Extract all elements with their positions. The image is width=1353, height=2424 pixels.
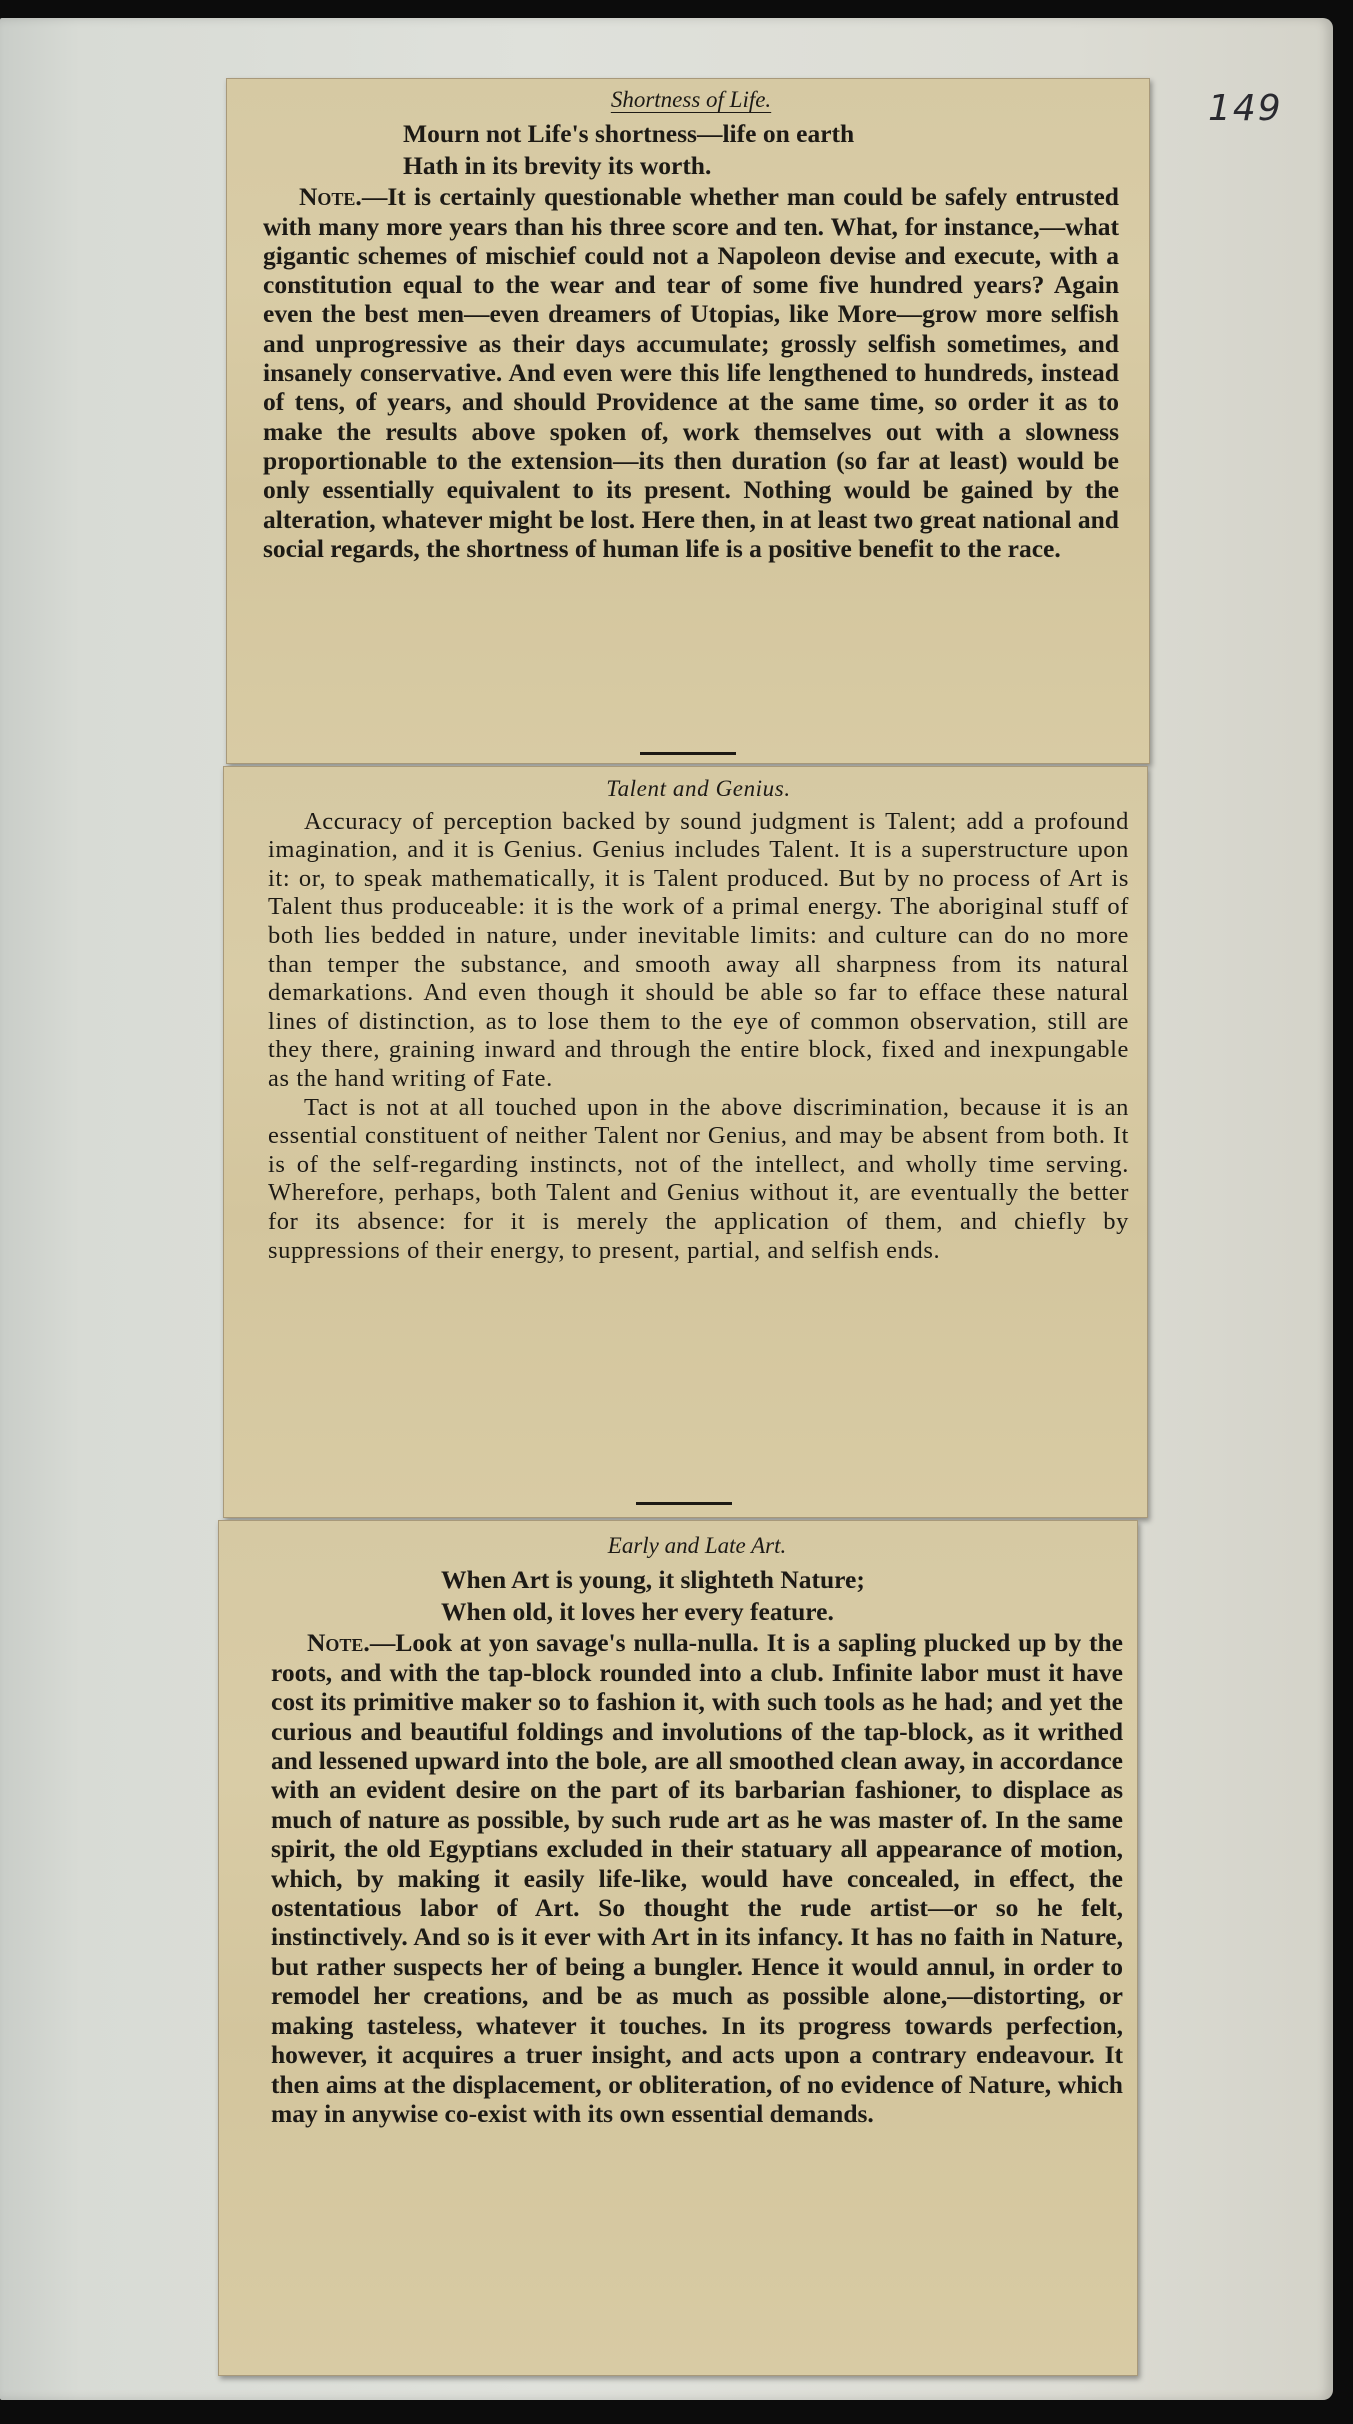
- note-label: Note.: [299, 182, 362, 212]
- note-text: —It is certainly questionable whether man could be safely entrusted with many more years than his three score and ten. What, for instance,—what gigantic schemes of mischief could not a Napoleon devise and execute, with a constitution equal to the wear and tear of some five hundred years? Again even the best men—even dreamers of Utopias, like More—grow more selfish and unprogressive as their days accumulate; grossly selfish sometimes, and insanely conservative. And even were this life lengthened to hundreds, instead of tens, of years, and should Providence at the same time, so order it as to make the results above spoken of, work themselves out with a slowness proportionable to the extension—its then duration (so far at least) would be only essentially equivalent to its present. Nothing would be gained by the alteration, whatever might be lost. Here then, in at least two great national and social regards, the shortness of human life is a positive benefit to the race.: [263, 182, 1119, 563]
- page-number: 149: [1208, 88, 1283, 129]
- article-title: Shortness of Life.: [610, 87, 772, 112]
- divider-rule: [636, 1502, 732, 1505]
- clipping-shortness-of-life: [226, 78, 1150, 764]
- verse-line: Hath in its brevity its worth.: [403, 151, 712, 181]
- article-title: Early and Late Art.: [607, 1533, 787, 1558]
- article-body: [271, 1628, 1123, 2128]
- article-paragraph: Tact is not at all touched upon in the above discrimination, because it is an essential constituent of neither Talent nor Genius, and may be absent from both. It is of the self-regarding instincts, not of the intellect, and wholly time serving. Wherefore, perhaps, both Talent and Genius without it, are eventually the better for its absence: for it is merely the application of them, and chiefly by suppressions of their energy, to present, partial, and selfish ends.: [268, 1093, 1129, 1264]
- article-title: Talent and Genius.: [606, 776, 791, 801]
- article-paragraph: Accuracy of perception backed by sound judgment is Talent; add a profound imagination, and it is Genius. Genius includes Talent. It is a superstructure upon it: or, to speak mathematically, it is Talent produced. But by no process of Art is Talent thus produceable: it is the work of a primal energy. The aboriginal stuff of both lies bedded in nature, under inevitable limits: and culture can do no more than temper the substance, and smooth away all sharpness from its natural demarkations. And even though it should be able so far to efface these natural lines of distinction, as to lose them to the eye of common observation, still are they there, graining inward and through the entire block, fixed and inexpungable as the hand writing of Fate.: [268, 807, 1129, 1092]
- article-body: [263, 182, 1119, 563]
- note-label: Note.: [307, 1628, 370, 1658]
- clipping-talent-and-genius: [223, 766, 1148, 1518]
- note-text: —Look at yon savage's nulla-nulla. It is a sapling plucked up by the roots, and with the tap-block rounded into a club. Infinite labor must it have cost its primitive maker so to fashion it, with such tools as he had; and yet the curious and beautiful foldings and involutions of the tap-block, as it writhed and lessened upward into the bole, are all smoothed clean away, in accordance with an evident desire on the part of its barbarian fashioner, to displace as much of nature as possible, by such rude art as he was master of. In the same spirit, the old Egyptians excluded in their statuary all appearance of motion, which, by making it easily life-like, would have concealed, in effect, the ostentatious labor of Art. So thought the rude artist—or so he felt, instinctively. And so is it ever with Art in its infancy. It has no faith in Nature, but rather suspects her of being a bungler. Hence it would annul, in order to remodel her creations, and be as much as possible alone,—distorting, or making tasteless, whatever it touches. In its progress towards perfection, however, it acquires a truer insight, and acts upon a contrary endeavour. It then aims at the displacement, or obliteration, of no evidence of Nature, which may in anywise co-exist with its own essential demands.: [271, 1628, 1123, 2128]
- clipping-early-and-late-art: [218, 1520, 1138, 2376]
- verse-line: Mourn not Life's shortness—life on earth: [403, 119, 855, 149]
- divider-rule: [640, 752, 736, 755]
- verse-line: When Art is young, it slighteth Nature;: [441, 1565, 865, 1595]
- verse-line: When old, it loves her every feature.: [441, 1597, 834, 1627]
